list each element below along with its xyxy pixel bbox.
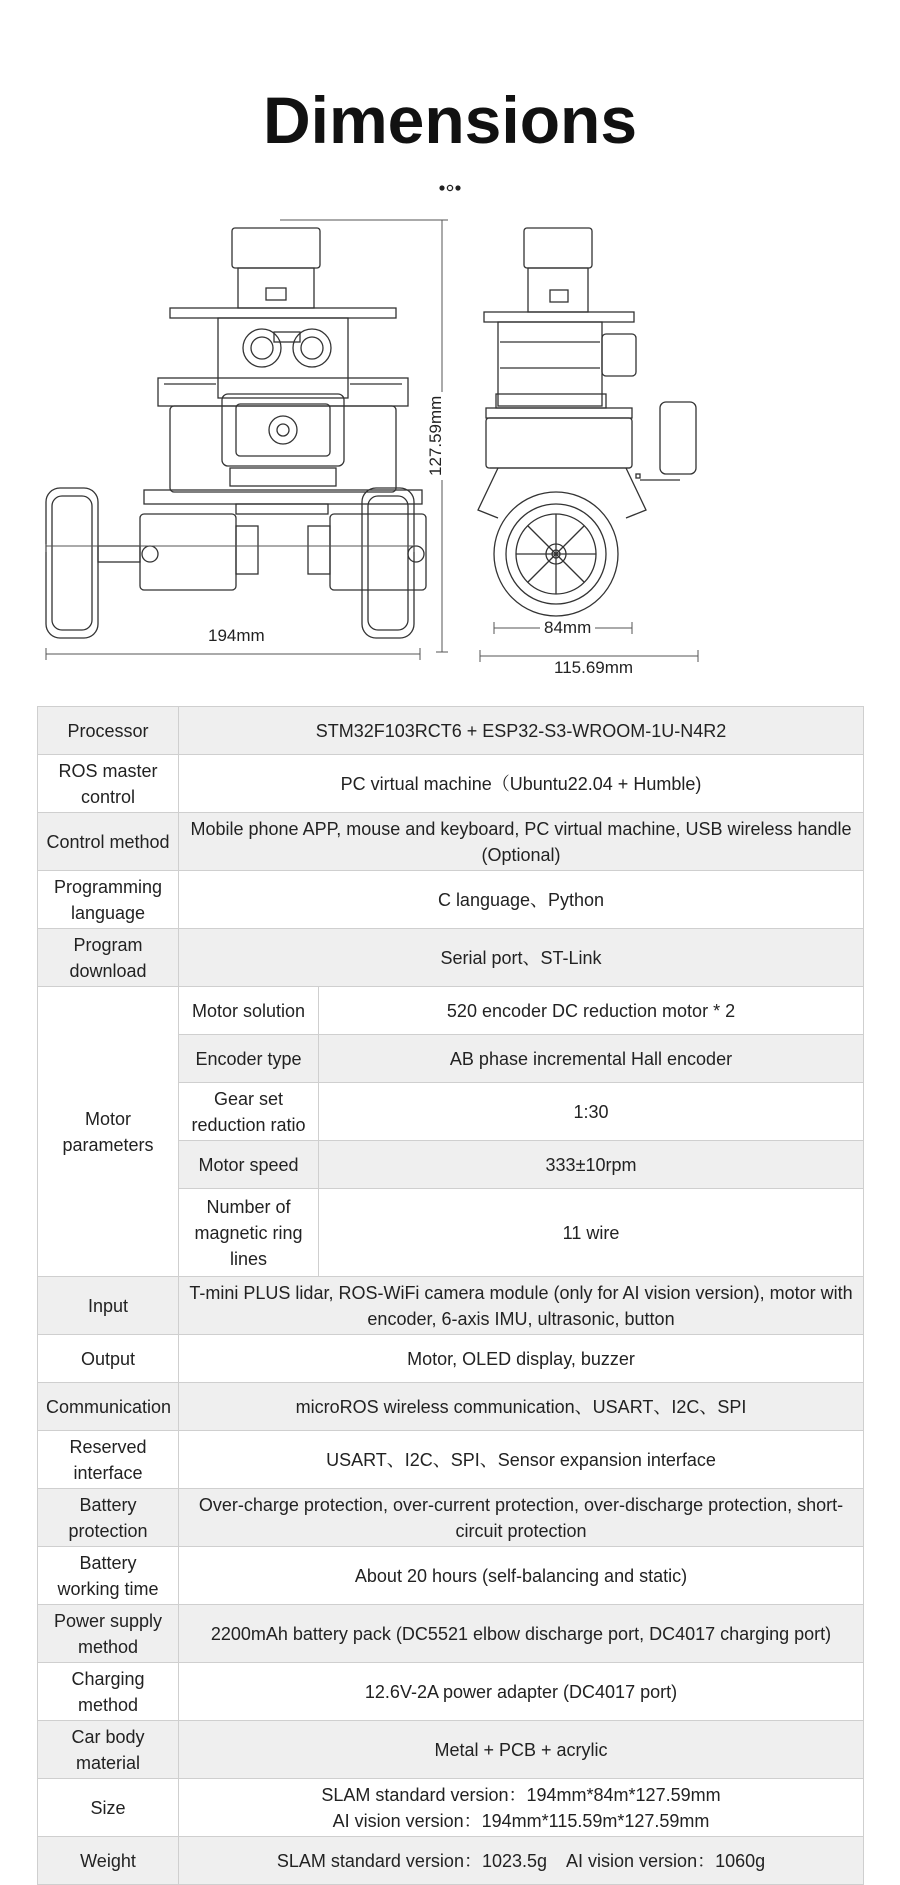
side-wheelbase-label: 84mm xyxy=(540,618,595,638)
table-row xyxy=(38,1431,864,1489)
row-value: Serial port、ST-Link xyxy=(179,929,864,987)
row-label: Battery protection xyxy=(38,1489,179,1547)
row-label: Communication xyxy=(38,1383,179,1431)
side-view xyxy=(478,228,696,616)
table-row xyxy=(38,1721,864,1779)
row-value: Mobile phone APP, mouse and keyboard, PC virtual machine, USB wireless handle (Optional) xyxy=(179,813,864,871)
table-row xyxy=(38,813,864,871)
table-row xyxy=(38,1605,864,1663)
row-value: PC virtual machine（Ubuntu22.04 + Humble) xyxy=(179,755,864,813)
row-value xyxy=(179,1779,864,1837)
page-title: Dimensions xyxy=(262,83,638,157)
table-row xyxy=(38,1779,864,1837)
table-row xyxy=(38,1547,864,1605)
row-label: Reserved interface xyxy=(38,1431,179,1489)
spec-table xyxy=(37,706,864,1885)
row-value: Motor, OLED display, buzzer xyxy=(179,1335,864,1383)
row-value: T-mini PLUS lidar, ROS-WiFi camera module (only for AI vision version), motor with encoder, 6-axis IMU, ultrasonic, button xyxy=(179,1277,864,1335)
row-label: Car body material xyxy=(38,1721,179,1779)
table-row xyxy=(38,1277,864,1335)
sub-label: Number of magnetic ring lines xyxy=(179,1189,319,1277)
table-row xyxy=(38,1335,864,1383)
table-row xyxy=(38,1489,864,1547)
table-row xyxy=(38,871,864,929)
row-value: USART、I2C、SPI、Sensor expansion interface xyxy=(179,1431,864,1489)
row-value: C language、Python xyxy=(179,871,864,929)
row-value: About 20 hours (self-balancing and static) xyxy=(179,1547,864,1605)
row-value: microROS wireless communication、USART、I2C、SPI xyxy=(179,1383,864,1431)
row-value: 2200mAh battery pack (DC5521 elbow discharge port, DC4017 charging port) xyxy=(179,1605,864,1663)
row-label: Programming language xyxy=(38,871,179,929)
row-label: Input xyxy=(38,1277,179,1335)
row-label: Weight xyxy=(38,1837,179,1885)
table-row xyxy=(38,755,864,813)
row-label: Power supply method xyxy=(38,1605,179,1663)
row-label: Battery working time xyxy=(38,1547,179,1605)
front-width-label: 194mm xyxy=(204,626,269,646)
sub-label: Encoder type xyxy=(179,1035,319,1083)
row-value: STM32F103RCT6 + ESP32-S3-WROOM-1U-N4R2 xyxy=(179,707,864,755)
row-value: SLAM standard version：1023.5g AI vision version：1060g xyxy=(179,1837,864,1885)
table-row xyxy=(38,929,864,987)
table-row xyxy=(38,1383,864,1431)
row-label: Processor xyxy=(38,707,179,755)
row-label: ROS master control xyxy=(38,755,179,813)
dimension-diagram xyxy=(40,218,860,688)
row-value: 12.6V-2A power adapter (DC4017 port) xyxy=(179,1663,864,1721)
side-length-label: 115.69mm xyxy=(550,658,637,678)
table-row xyxy=(38,1663,864,1721)
row-value: Metal + PCB + acrylic xyxy=(179,1721,864,1779)
table-row xyxy=(38,707,864,755)
sub-label: Motor speed xyxy=(179,1141,319,1189)
row-label: Control method xyxy=(38,813,179,871)
row-value: 520 encoder DC reduction motor * 2 xyxy=(319,987,864,1035)
row-value: 1:30 xyxy=(319,1083,864,1141)
size-line-slam: SLAM standard version：194mm*84m*127.59mm xyxy=(321,1784,721,1805)
row-label: Output xyxy=(38,1335,179,1383)
sub-label: Gear set reduction ratio xyxy=(179,1083,319,1141)
row-value: AB phase incremental Hall encoder xyxy=(319,1035,864,1083)
table-row xyxy=(38,987,864,1035)
height-label: 127.59mm xyxy=(426,392,446,480)
front-view xyxy=(46,228,426,638)
row-label: Charging method xyxy=(38,1663,179,1721)
table-row xyxy=(38,1837,864,1885)
row-label: Size xyxy=(38,1779,179,1837)
row-value: 333±10rpm xyxy=(319,1141,864,1189)
sub-label: Motor solution xyxy=(179,987,319,1035)
size-line-ai: AI vision version：194mm*115.59m*127.59mm xyxy=(332,1810,710,1831)
carousel-dots-icon xyxy=(438,184,462,192)
motor-parameters-label: Motor parameters xyxy=(38,987,179,1277)
row-label: Program download xyxy=(38,929,179,987)
row-value: 11 wire xyxy=(319,1189,864,1277)
robot-drawing xyxy=(40,218,860,688)
row-value: Over-charge protection, over-current protection, over-discharge protection, short-circuit protection xyxy=(179,1489,864,1547)
